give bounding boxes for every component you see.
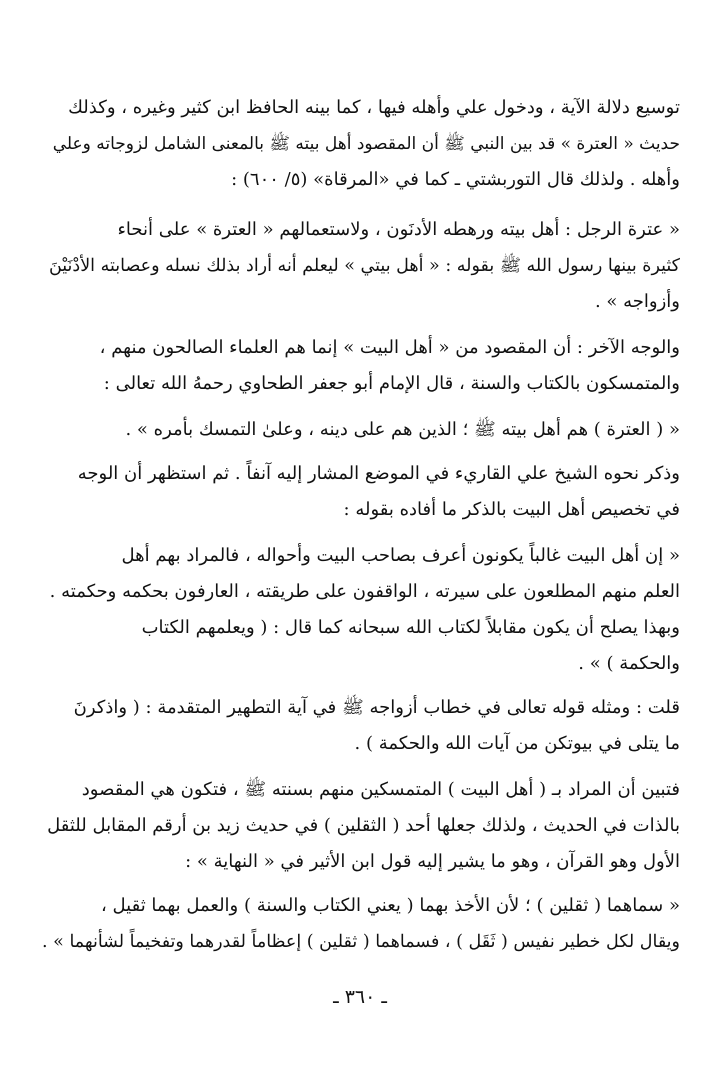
quote-ibn-al-athir xyxy=(40,888,680,960)
text-line: في تخصيص أهل البيت بالذكر ما أفاده بقوله : xyxy=(343,499,680,520)
quote-tahawi xyxy=(40,412,680,448)
text-line: كثيرة بينها رسول الله ﷺ بقوله : « أهل بيتي » ليعلم أنه أراد بذلك نسله وعصابته الأدْنَيْنَ xyxy=(48,256,680,276)
paragraph-qari xyxy=(40,456,680,528)
paragraph-second-view xyxy=(40,330,680,402)
text-line: وأزواجه » . xyxy=(594,291,680,312)
text-line: والمتمسكون بالكتاب والسنة ، قال الإمام أبو جعفر الطحاوي رحمهُ الله تعالى : xyxy=(103,373,680,394)
text-line: وذكر نحوه الشيخ علي القاريء في الموضع المشار إليه آنفاً . ثم استظهر أن الوجه xyxy=(77,463,680,484)
text-line: توسيع دلالة الآية ، ودخول علي وأهله فيها ، كما بينه الحافظ ابن كثير وغيره ، وكذلك xyxy=(68,97,680,118)
quote-tawribishti xyxy=(40,212,680,320)
text-line: وأهله . ولذلك قال التوربشتي ـ كما في «المرقاة» (٥/ ٦٠٠) : xyxy=(231,169,680,190)
text-line: « سماهما ( ثقلين ) ؛ لأن الأخذ بهما ( يعني الكتاب والسنة ) والعمل بهما ثقيل ، xyxy=(101,895,680,916)
text-line: والحكمة ) » . xyxy=(578,653,680,674)
text-line: العلم منهم المطلعون على سيرته ، الواقفون على طريقته ، العارفون بحكمه وحكمته . xyxy=(49,581,680,602)
paragraph-conclusion xyxy=(40,772,680,880)
text-line: ويقال لكل خطير نفيس ( ثَقَل ) ، فسماهما ( ثقلين ) إعظاماً لقدرهما وتفخيماً لشأنهما » . xyxy=(42,932,680,952)
text-line: وبهذا يصلح أن يكون مقابلاً لكتاب الله سبحانه كما قال : ( ويعلمهم الكتاب xyxy=(141,617,680,638)
text-line: فتبين أن المراد بـ ( أهل البيت ) المتمسكين منهم بسنته ﷺ ، فتكون هي المقصود xyxy=(81,779,680,800)
text-line: بالذات في الحديث ، ولذلك جعلها أحد ( الثقلين ) في حديث زيد بن أرقم المقابل للثقل xyxy=(47,815,680,836)
text-line: الأول وهو القرآن ، وهو ما يشير إليه قول ابن الأثير في « النهاية » : xyxy=(185,851,680,872)
quote-qari xyxy=(40,538,680,682)
text-line: قلت : ومثله قوله تعالى في خطاب أزواجه ﷺ في آية التطهير المتقدمة : ( واذكرنَ xyxy=(73,697,680,718)
text-line: والوجه الآخر : أن المقصود من « أهل البيت » إنما هم العلماء الصالحون منهم ، xyxy=(99,337,680,358)
paragraph-qultu xyxy=(40,690,680,762)
page-number: ـ ٣٦٠ ـ xyxy=(333,986,387,1008)
text-line: « عترة الرجل : أهل بيته ورهطه الأدنَون ، ولاستعمالهم « العترة » على أنحاء xyxy=(117,219,680,240)
text-line: حديث « العترة » قد بين النبي ﷺ أن المقصود أهل بيته ﷺ بالمعنى الشامل لزوجاته وعلي xyxy=(52,134,680,154)
text-line: ما يتلى في بيوتكن من آيات الله والحكمة ) . xyxy=(354,733,680,754)
text-line: « إن أهل البيت غالباً يكونون أعرف بصاحب البيت وأحواله ، فالمراد بهم أهل xyxy=(121,545,680,566)
text-line: « ( العترة ) هم أهل بيته ﷺ ؛ الذين هم على دينه ، وعلىٰ التمسك بأمره » . xyxy=(125,419,680,440)
paragraph-1 xyxy=(40,90,680,198)
